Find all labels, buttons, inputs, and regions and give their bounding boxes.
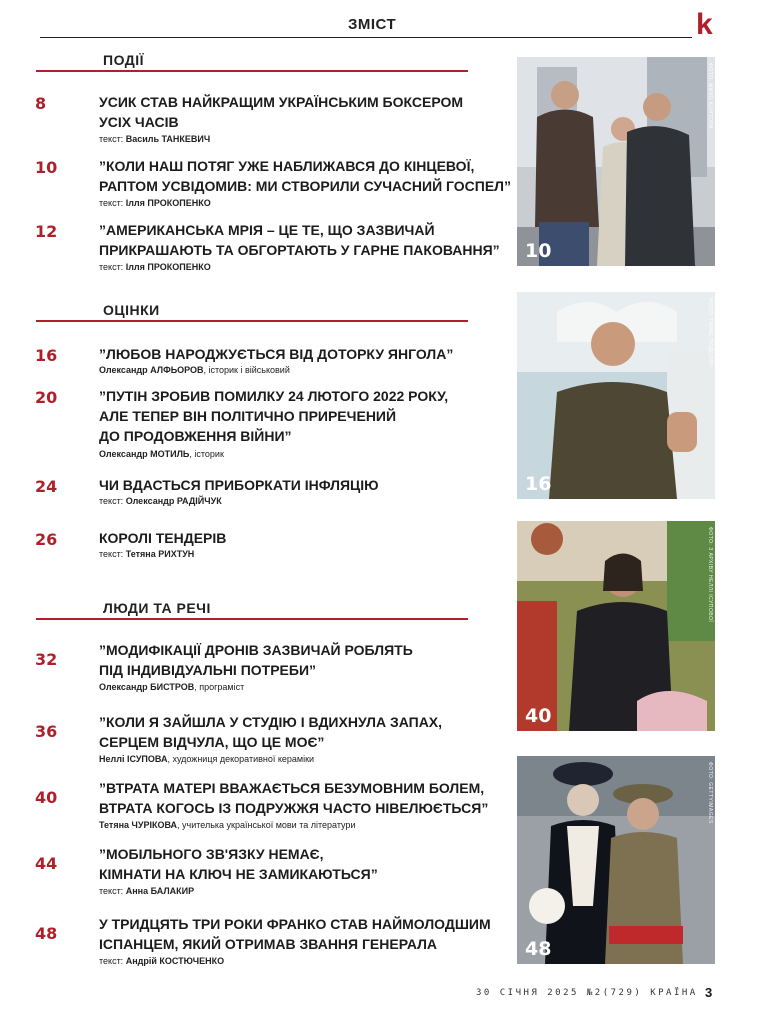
byline: текст: Василь ТАНКЕВИЧ <box>99 134 211 144</box>
page-number: 16 <box>35 346 58 365</box>
photo-page-number: 16 <box>525 473 552 495</box>
article-title: ”МОБІЛЬНОГО ЗВ'ЯЗКУ НЕМАЄ, КІМНАТИ НА КЛЮЧ НЕ ЗАМИКАЮТЬСЯ” <box>99 846 378 882</box>
article-title: ”КОЛИ НАШ ПОТЯГ УЖЕ НАБЛИЖАВСЯ ДО КІНЦЕВОЇ, РАПТОМ УСВІДОМИВ: МИ СТВОРИЛИ СУЧАСНИЙ ГОСПЕЛ” <box>99 158 512 194</box>
page-title: ЗМІСТ <box>348 16 397 33</box>
section-divider <box>36 618 468 620</box>
article-title: ”КОЛИ Я ЗАЙШЛА У СТУДІЮ І ВДИХНУЛА ЗАПАХ, СЕРЦЕМ ВІДЧУЛА, ЩО ЦЕ МОЄ” <box>99 714 443 750</box>
magazine-logo: k <box>696 8 713 41</box>
photo-page-40[interactable] <box>517 521 715 731</box>
page-number: 44 <box>35 854 58 873</box>
article-title: У ТРИДЦЯТЬ ТРИ РОКИ ФРАНКО СТАВ НАЙМОЛОДШИМ ІСПАНЦЕМ, ЯКИЙ ОТРИМАВ ЗВАННЯ ГЕНЕРАЛА <box>99 916 491 952</box>
byline: текст: Тетяна РИХТУН <box>99 549 195 559</box>
photo-image <box>517 292 715 499</box>
photo-page-number: 10 <box>525 240 552 262</box>
photo-page-number: 40 <box>525 705 552 727</box>
photo-page-number: 48 <box>525 938 552 960</box>
issue-info: 30 СІЧНЯ 2025 №2(729) КРАЇНА <box>476 988 698 998</box>
header-divider <box>40 37 692 38</box>
byline: Неллі ІСУПОВА, художниця декоративної кераміки <box>99 754 315 764</box>
article-title: УСИК СТАВ НАЙКРАЩИМ УКРАЇНСЬКИМ БОКСЕРОМ УСІХ ЧАСІВ <box>99 94 464 130</box>
page-number: 12 <box>35 222 58 241</box>
byline: Олександр АЛФЬОРОВ, історик і військовий <box>99 365 290 375</box>
article-title: ЧИ ВДАСТЬСЯ ПРИБОРКАТИ ІНФЛЯЦІЮ <box>99 477 379 493</box>
article-title: ”МОДИФІКАЦІЇ ДРОНІВ ЗАЗВИЧАЙ РОБЛЯТЬ ПІД ІНДИВІДУАЛЬНІ ПОТРЕБИ” <box>99 642 413 678</box>
page-number: 26 <box>35 530 58 549</box>
photo-image <box>517 756 715 964</box>
byline: текст: Андрій КОСТЮЧЕНКО <box>99 956 225 966</box>
photo-page-10[interactable] <box>517 57 715 266</box>
page-number: 32 <box>35 650 58 669</box>
byline: Олександр БИСТРОВ, програміст <box>99 682 245 692</box>
article-title: ”АМЕРИКАНСЬКА МРІЯ – ЦЕ ТЕ, ЩО ЗАЗВИЧАЙ ПРИКРАШАЮТЬ ТА ОБГОРТАЮТЬ У ГАРНЕ ПАКОВАННЯ” <box>99 222 500 258</box>
section-heading-otsinky: ОЦІНКИ <box>103 302 160 318</box>
photo-credit: ФОТО: GETTYIMAGES <box>707 762 713 824</box>
section-heading-podii: ПОДІЇ <box>103 52 144 68</box>
article-title: ”ЛЮБОВ НАРОДЖУЄТЬСЯ ВІД ДОТОРКУ ЯНГОЛА” <box>99 346 454 362</box>
byline: Тетяна ЧУРІКОВА, учителька української мови та літератури <box>99 820 356 830</box>
section-divider <box>36 70 468 72</box>
photo-image <box>517 57 715 266</box>
article-title: ”ПУТІН ЗРОБИВ ПОМИЛКУ 24 ЛЮТОГО 2022 РОКУ, АЛЕ ТЕПЕР ВІН ПОЛІТИЧНО ПРИРЕЧЕНИЙ ДО ПРОДОВЖЕННЯ ВІЙНИ” <box>99 388 449 444</box>
page-number: 8 <box>35 94 47 113</box>
article-title: ”ВТРАТА МАТЕРІ ВВАЖАЄТЬСЯ БЕЗУМОВНИМ БОЛЕМ, ВТРАТА КОГОСЬ ІЗ ПОДРУЖЖЯ ЧАСТО НІВЕЛЮЄТЬСЯ” <box>99 780 489 816</box>
byline: текст: Олександр РАДІЙЧУК <box>99 496 222 506</box>
page-number: 48 <box>35 924 58 943</box>
page-number: 36 <box>35 722 58 741</box>
photo-credit: ФОТО: З АРХІВУ НЕЛЛІ ІСУПОВОЇ <box>707 527 713 623</box>
section-heading-lyudy-ta-rechi: ЛЮДИ ТА РЕЧІ <box>103 600 211 616</box>
page-number: 10 <box>35 158 58 177</box>
photo-image <box>517 521 715 731</box>
page-number: 24 <box>35 477 58 496</box>
photo-page-16[interactable] <box>517 292 715 499</box>
page-number: 20 <box>35 388 58 407</box>
byline: Олександр МОТИЛЬ, історик <box>99 449 224 459</box>
page-number-footer: 3 <box>705 985 713 1000</box>
photo-page-48[interactable] <box>517 756 715 964</box>
page-number: 40 <box>35 788 58 807</box>
article-title: КОРОЛІ ТЕНДЕРІВ <box>99 530 227 546</box>
section-divider <box>36 320 468 322</box>
byline: текст: Ілля ПРОКОПЕНКО <box>99 262 211 272</box>
photo-credit: ФОТО: МИХО КОНТОРА <box>707 63 713 129</box>
byline: текст: Ілля ПРОКОПЕНКО <box>99 198 211 208</box>
byline: текст: Анна БАЛАКИР <box>99 886 195 896</box>
photo-credit: ФОТО: ТАРАС ПОДОЛЯН <box>707 298 713 368</box>
